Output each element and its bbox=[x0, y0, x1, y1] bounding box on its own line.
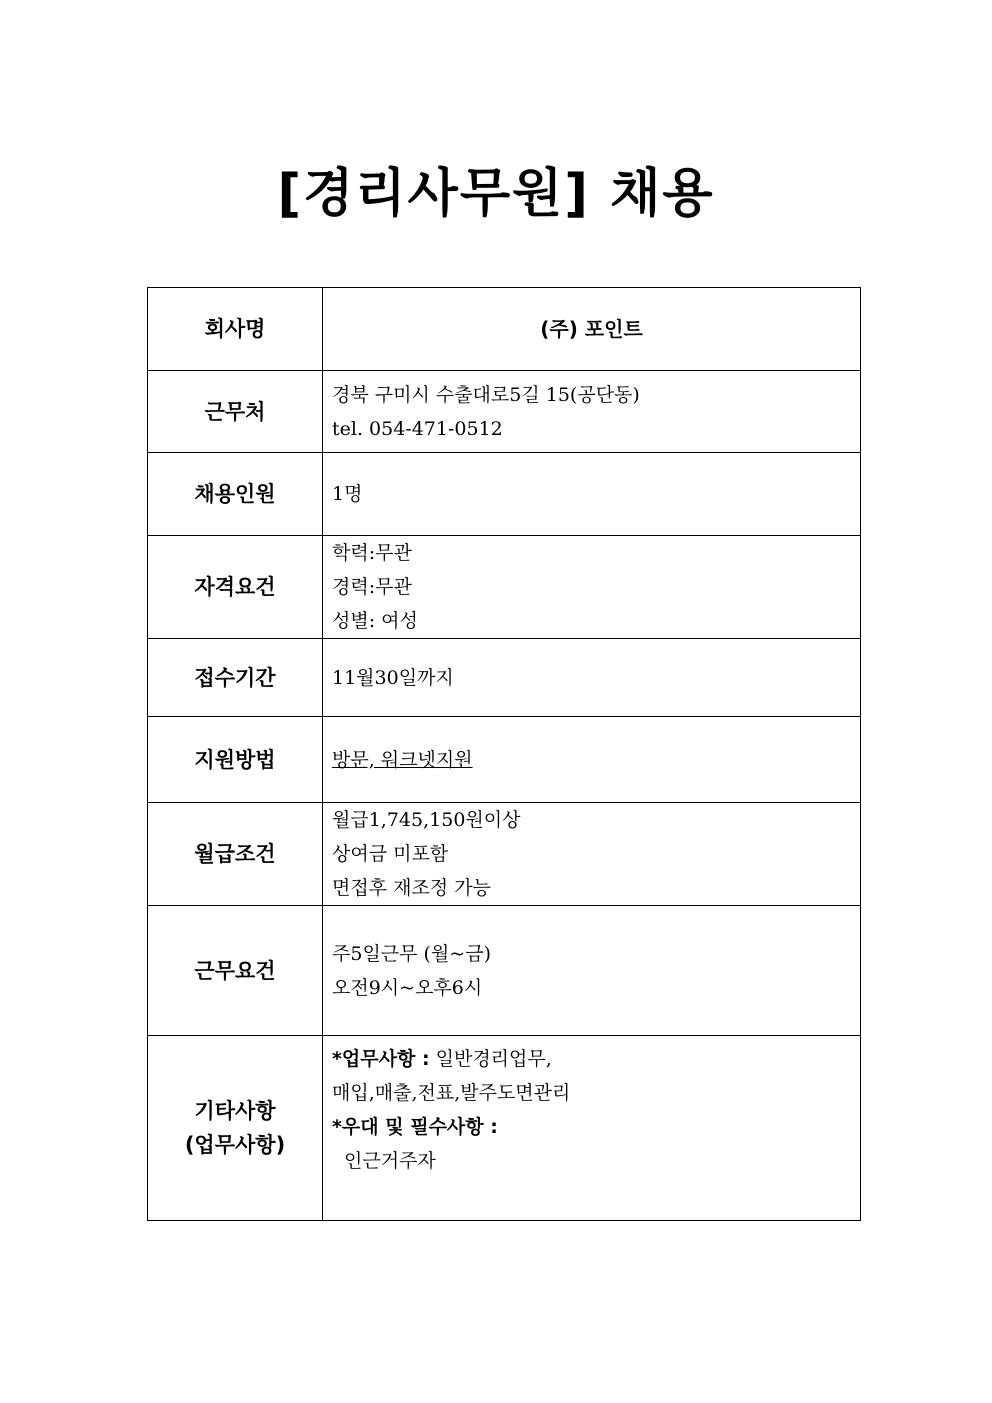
value-company: (주) 포인트 bbox=[323, 288, 861, 371]
label-qualifications: 자격요건 bbox=[148, 536, 323, 639]
workplace-tel: tel. 054-471-0512 bbox=[332, 417, 503, 440]
qualification-gender: 성별: 여성 bbox=[332, 610, 418, 632]
work-hours: 오전9시~오후6시 bbox=[332, 976, 483, 999]
table-row-company bbox=[148, 288, 861, 371]
job-posting-table bbox=[147, 287, 861, 1221]
label-other bbox=[148, 1036, 323, 1221]
table-row-headcount bbox=[148, 453, 861, 536]
value-work-conditions bbox=[323, 906, 861, 1036]
table-row-work-conditions bbox=[148, 906, 861, 1036]
label-work-conditions: 근무요건 bbox=[148, 906, 323, 1036]
duties-title: *업무사항 : bbox=[332, 1048, 430, 1070]
page-title: [경리사무원] 채용 bbox=[277, 164, 715, 224]
label-headcount: 채용인원 bbox=[148, 453, 323, 536]
value-deadline: 11월30일까지 bbox=[323, 639, 861, 717]
value-headcount: 1명 bbox=[323, 453, 861, 536]
table-row-other bbox=[148, 1036, 861, 1221]
workplace-address: 경북 구미시 수출대로5길 15(공단동) bbox=[332, 383, 640, 406]
value-other bbox=[323, 1036, 861, 1221]
salary-monthly: 월급1,745,150원이상 bbox=[332, 809, 521, 831]
value-workplace bbox=[323, 371, 861, 453]
label-company: 회사명 bbox=[148, 288, 323, 371]
table-row-qualifications bbox=[148, 536, 861, 639]
table-row-apply-method bbox=[148, 717, 861, 803]
value-salary bbox=[323, 803, 861, 906]
qualification-experience: 경력:무관 bbox=[332, 576, 412, 598]
value-apply-method bbox=[323, 717, 861, 803]
table-row-workplace bbox=[148, 371, 861, 453]
duties-value: 일반경리업무, bbox=[435, 1048, 552, 1070]
pref-value: 인근거주자 bbox=[344, 1150, 436, 1172]
label-apply-method: 지원방법 bbox=[148, 717, 323, 803]
value-qualifications bbox=[323, 536, 861, 639]
duties-line bbox=[332, 1042, 860, 1076]
salary-adjust: 면접후 재조정 가능 bbox=[332, 877, 491, 899]
table-row-salary bbox=[148, 803, 861, 906]
label-other-line1: 기타사항 bbox=[194, 1099, 276, 1123]
qualification-education: 학력:무관 bbox=[332, 542, 412, 564]
duties-detail: 매입,매출,전표,발주도면관리 bbox=[332, 1082, 571, 1104]
pref-title: *우대 및 필수사항 : bbox=[332, 1116, 498, 1138]
label-deadline: 접수기간 bbox=[148, 639, 323, 717]
label-workplace: 근무처 bbox=[148, 371, 323, 453]
table-row-deadline bbox=[148, 639, 861, 717]
apply-method-text: 방문, 워크넷지원 bbox=[332, 748, 473, 771]
label-other-line2: (업무사항) bbox=[184, 1133, 286, 1157]
work-days: 주5일근무 (월~금) bbox=[332, 942, 491, 965]
salary-bonus: 상여금 미포함 bbox=[332, 843, 449, 865]
label-salary: 월급조건 bbox=[148, 803, 323, 906]
